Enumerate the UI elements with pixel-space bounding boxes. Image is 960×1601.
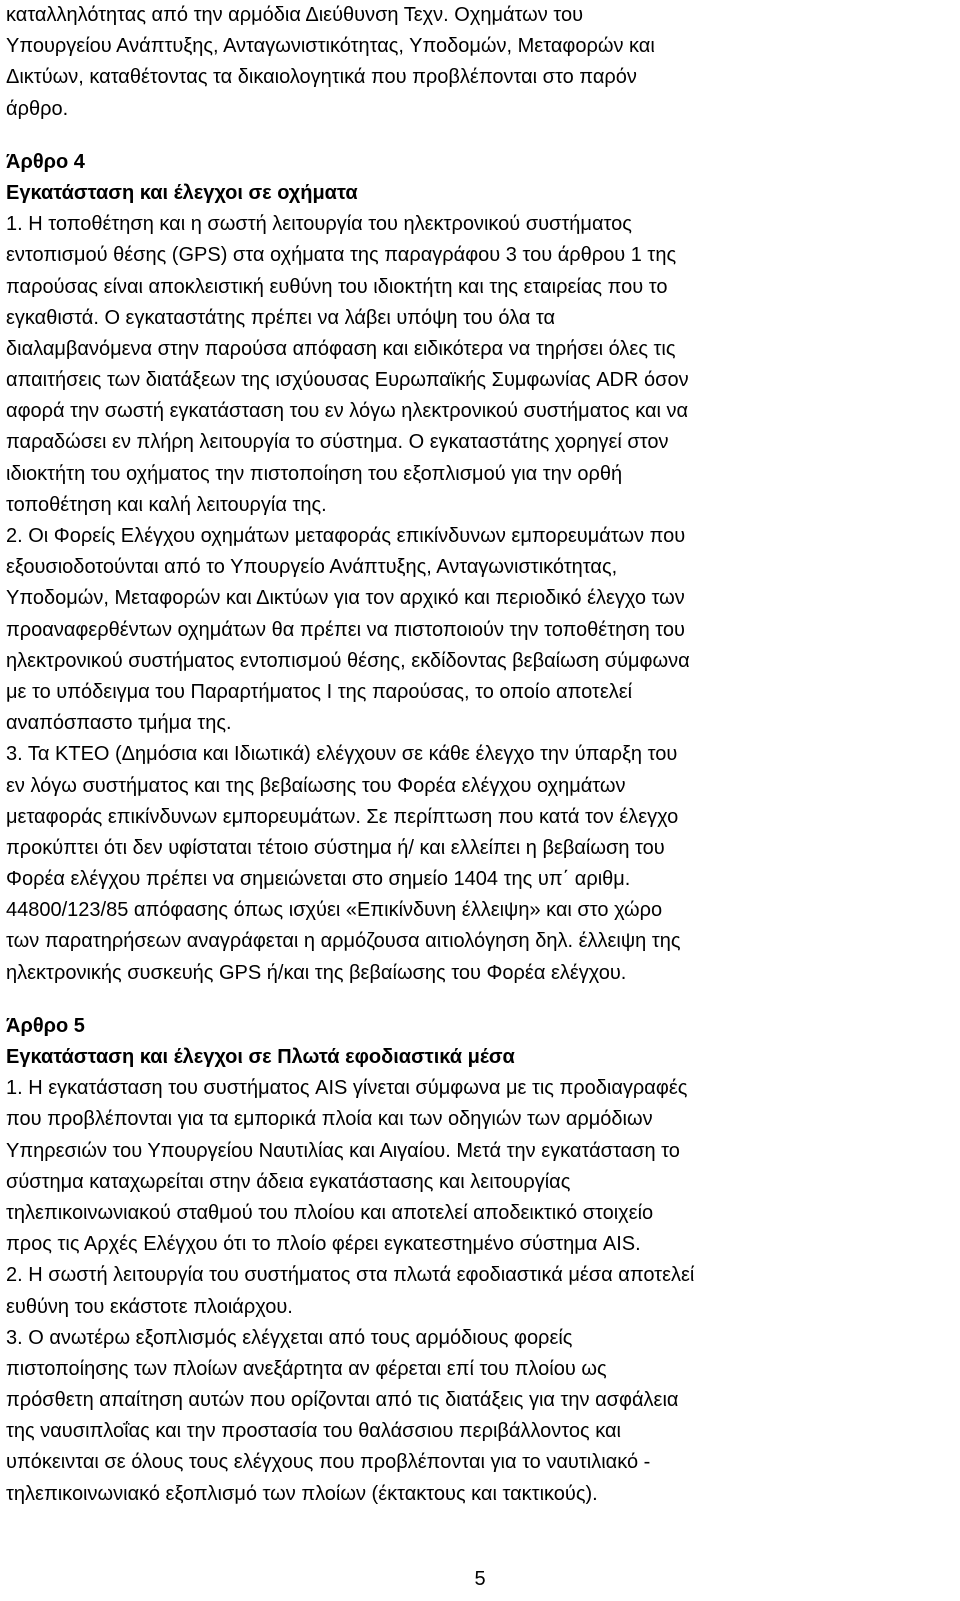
text-line: Υπουργείου Ανάπτυξης, Ανταγωνιστικότητας, Υποδομών, Μεταφορών και (6, 35, 655, 58)
text-line: πιστοποίησης των πλοίων ανεξάρτητα αν φέρεται επί του πλοίου ως (6, 1357, 607, 1380)
text-line: των παρατηρήσεων αναγράφεται η αρμόζουσα αιτιολόγηση δηλ. έλλειψη της (6, 930, 681, 953)
text-line: τοποθέτηση και καλή λειτουργία της. (6, 493, 327, 516)
text-line: Φορέα ελέγχου πρέπει να σημειώνεται στο σημείο 1404 της υπ΄ αριθμ. (6, 868, 631, 891)
article-5-title: Εγκατάσταση και έλεγχοι σε Πλωτά εφοδιαστικά μέσα (6, 1046, 515, 1068)
text-line: που προβλέπονται για τα εμπορικά πλοία και των οδηγιών των αρμόδιων (6, 1108, 653, 1131)
text-line: παραδώσει εν πλήρη λειτουργία το σύστημα. Ο εγκαταστάτης χορηγεί στον (6, 431, 669, 454)
text-line: 2. Η σωστή λειτουργία του συστήματος στα πλωτά εφοδιαστικά μέσα αποτελεί (6, 1264, 695, 1287)
document-page (6, 0, 946, 1510)
text-line: ιδιοκτήτη του οχήματος την πιστοποίηση του εξοπλισμού για την ορθή (6, 462, 623, 485)
text-line: υπόκεινται σε όλους τους ελέγχους που προβλέπονται για το ναυτιλιακό - (6, 1451, 651, 1474)
text-line: σύστημα καταχωρείται στην άδεια εγκατάστασης και λειτουργίας (6, 1170, 571, 1193)
article-4 (6, 147, 946, 989)
text-line: πρόσθετη απαίτηση αυτών που ορίζονται από τις διατάξεις για την ασφάλεια (6, 1389, 679, 1412)
text-line: αφορά την σωστή εγκατάσταση του εν λόγω ηλεκτρονικού συστήματος και να (6, 400, 689, 423)
text-line: αναπόσπαστο τμήμα της. (6, 712, 232, 735)
text-line: εξουσιοδοτούνται από το Υπουργείο Ανάπτυξης, Ανταγωνιστικότητας, (6, 556, 618, 579)
section-gap (6, 125, 946, 147)
article-4-body (6, 209, 946, 989)
text-line: εγκαθιστά. Ο εγκαταστάτης πρέπει να λάβει υπόψη του όλα τα (6, 306, 556, 329)
text-line: Υποδομών, Μεταφορών και Δικτύων για τον αρχικό και περιοδικό έλεγχο των (6, 587, 685, 610)
text-line: προς τις Αρχές Ελέγχου ότι το πλοίο φέρει εγκατεστημένο σύστημα AIS. (6, 1233, 641, 1256)
article-5-heading: Άρθρο 5 (6, 1014, 85, 1037)
text-line: 2. Οι Φορείς Ελέγχου οχημάτων μεταφοράς επικίνδυνων εμπορευμάτων που (6, 525, 686, 547)
text-line: εντοπισμού θέσης (GPS) στα οχήματα της παραγράφου 3 του άρθρου 1 της (6, 244, 677, 267)
text-line: άρθρο. (6, 97, 69, 120)
text-line: προαναφερθέντων οχημάτων θα πρέπει να πιστοποιούν την τοποθέτηση του (6, 618, 685, 641)
text-line: 1. Η εγκατάσταση του συστήματος AIS γίνεται σύμφωνα με τις προδιαγραφές (6, 1077, 688, 1100)
text-line: της ναυσιπλοΐας και την προστασία του θαλάσσιου περιβάλλοντος και (6, 1420, 621, 1443)
text-line: 3. Ο ανωτέρω εξοπλισμός ελέγχεται από τους αρμόδιους φορείς (6, 1326, 573, 1349)
text-line: Δικτύων, καταθέτοντας τα δικαιολογητικά που προβλέπονται στο παρόν (6, 66, 637, 89)
text-line: Υπηρεσιών του Υπουργείου Ναυτιλίας και Αιγαίου. Μετά την εγκατάσταση το (6, 1139, 680, 1162)
text-line: προκύπτει ότι δεν υφίσταται τέτοιο σύστημα ή/ και ελλείπει η βεβαίωση του (6, 836, 665, 859)
text-line: ηλεκτρονικής συσκευής GPS ή/και της βεβαίωσης του Φορέα ελέγχου. (6, 961, 627, 984)
section-gap (6, 989, 946, 1011)
text-line: με το υπόδειγμα του Παραρτήματος Ι της παρούσας, το οποίο αποτελεί (6, 680, 633, 703)
intro-section (6, 0, 946, 125)
page-number: 5 (474, 1568, 486, 1590)
article-5 (6, 1011, 946, 1510)
text-line: εν λόγω συστήματος και της βεβαίωσης του Φορέα ελέγχου οχημάτων (6, 774, 626, 797)
text-line: παρούσας είναι αποκλειστική ευθύνη του ιδιοκτήτη και της εταιρείας που το (6, 275, 668, 298)
text-line: απαιτήσεις των διατάξεων της ισχύουσας Ευρωπαϊκής Συμφωνίας ADR όσον (6, 369, 689, 392)
text-line: καταλληλότητας από την αρμόδια Διεύθυνση Τεχν. Οχημάτων του (6, 4, 584, 26)
text-line: 3. Τα ΚΤΕΟ (Δημόσια και Ιδιωτικά) ελέγχουν σε κάθε έλεγχο την ύπαρξη του (6, 743, 678, 766)
text-line: 44800/123/85 απόφασης όπως ισχύει «Επικίνδυνη έλλειψη» και στο χώρο (6, 899, 663, 922)
text-line: ευθύνη του εκάστοτε πλοιάρχου. (6, 1295, 293, 1318)
article-4-title: Εγκατάσταση και έλεγχοι σε οχήματα (6, 181, 358, 204)
text-line: 1. Η τοποθέτηση και η σωστή λειτουργία του ηλεκτρονικού συστήματος (6, 213, 632, 236)
text-line: μεταφοράς επικίνδυνων εμπορευμάτων. Σε περίπτωση που κατά τον έλεγχο (6, 805, 679, 828)
article-5-body (6, 1073, 946, 1510)
text-line: διαλαμβανόμενα στην παρούσα απόφαση και ειδικότερα να τηρήσει όλες τις (6, 337, 676, 360)
text-line: τηλεπικοινωνιακού σταθμού του πλοίου και αποτελεί αποδεικτικό στοιχείο (6, 1201, 654, 1224)
article-4-heading: Άρθρο 4 (6, 150, 85, 173)
text-line: τηλεπικοινωνιακό εξοπλισμό των πλοίων (έκτακτους και τακτικούς). (6, 1482, 598, 1505)
text-line: ηλεκτρονικού συστήματος εντοπισμού θέσης, εκδίδοντας βεβαίωση σύμφωνα (6, 649, 690, 672)
